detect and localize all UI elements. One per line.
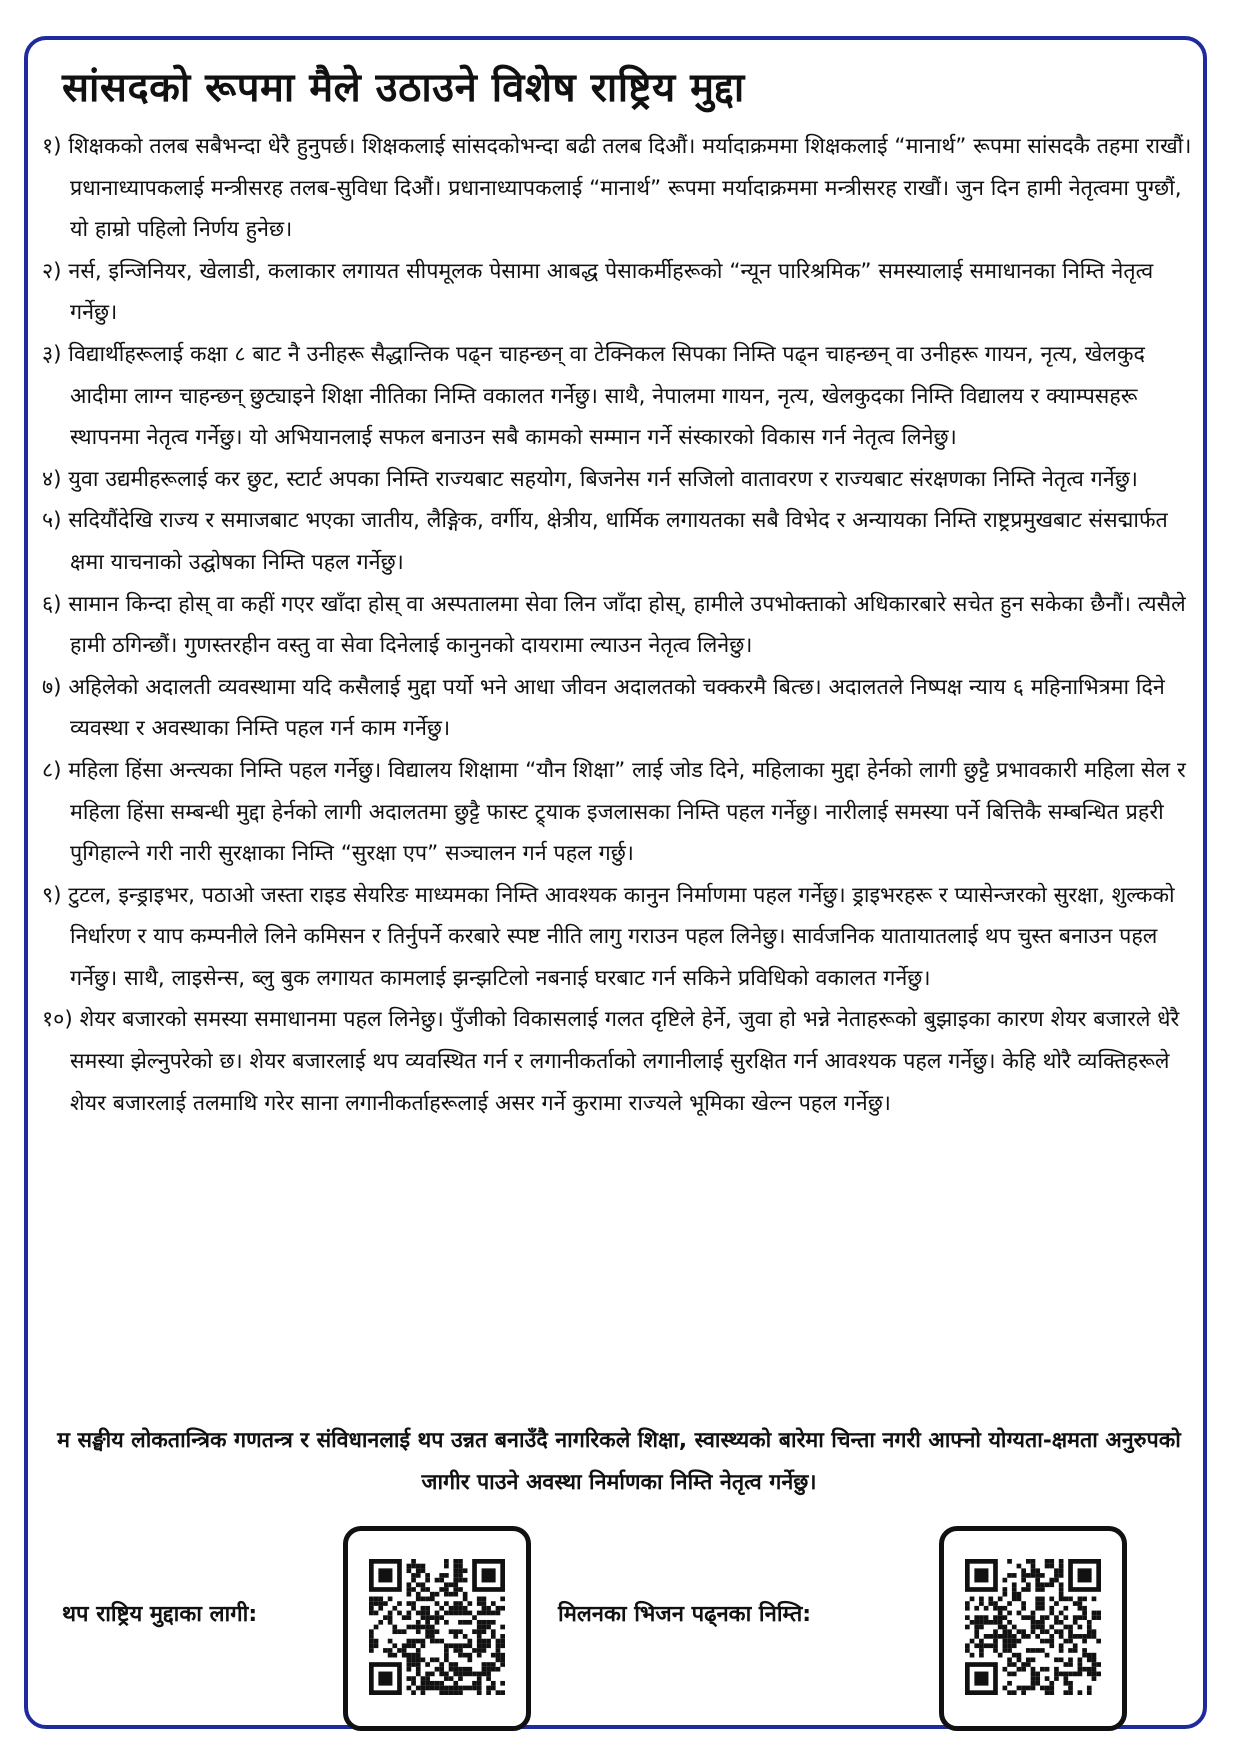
issues-list bbox=[42, 126, 1200, 1124]
issue-6: ६) सामान किन्दा होस् वा कहीं गएर खाँदा होस् वा अस्पतालमा सेवा लिन जाँदा होस्, हामीले उपभोक्ताको अधिकारबारे सचेत हुन सकेका छैनौं। त्यसैले हामी ठगिन्छौं। गुणस्तरहीन वस्तु वा सेवा दिनेलाई कानुनको दायरामा ल्याउन नेतृत्व लिनेछु। bbox=[42, 591, 1186, 659]
issue-7: ७) अहिलेको अदालती व्यवस्थामा यदि कसैलाई मुद्दा पर्यो भने आधा जीवन अदालतको चक्करमै बित्छ। अदालतले निष्पक्ष न्याय ६ महिनाभित्रमा दिने व्यवस्था र अवस्थाका निम्ति पहल गर्न काम गर्नेछु। bbox=[42, 674, 1165, 742]
closing-statement: म सङ्घीय लोकतान्त्रिक गणतन्त्र र संविधानलाई थप उन्नत बनाउँदै नागरिकले शिक्षा, स्वास्थ्यको बारेमा चिन्ता नगरी आफ्नो योग्यता-क्षमता अनुरुपको जागीर पाउने अवस्था निर्माणका निम्ति नेतृत्व गर्नेछु। bbox=[57, 1428, 1181, 1495]
qr-left-label: थप राष्ट्रिय मुद्दाका लागी: bbox=[62, 1602, 258, 1627]
qr-code-vision[interactable] bbox=[939, 1526, 1127, 1731]
page-title: सांसदको रूपमा मैले उठाउने विशेष राष्ट्रिय मुद्दा bbox=[62, 65, 745, 111]
issue-8: ८) महिला हिंसा अन्त्यका निम्ति पहल गर्नेछु। विद्यालय शिक्षामा “यौन शिक्षा” लाई जोड दिने, महिलाका मुद्दा हेर्नको लागी छुट्टै प्रभावकारी महिला सेल र महिला हिंसा सम्बन्धी मुद्दा हेर्नको लागी अदालतमा छुट्टै फास्ट ट्र्याक इजलासका निम्ति पहल गर्नेछु। नारीलाई समस्या पर्ने बित्तिकै सम्बन्धित प्रहरी पुगिहाल्ने गरी नारी सुरक्षाका निम्ति “सुरक्षा एप” सञ्चालन गर्न पहल गर्छु। bbox=[42, 757, 1186, 867]
issue-2: २) नर्स, इन्जिनियर, खेलाडी, कलाकार लगायत सीपमूलक पेसामा आबद्ध पेसाकर्मीहरूको “न्यून पारिश्रमिक” समस्यालाई समाधानका निम्ति नेतृत्व गर्नेछु। bbox=[42, 258, 1154, 326]
issue-9: ९) टुटल, इन्ड्राइभर, पठाओ जस्ता राइड सेयरिङ माध्यमका निम्ति आवश्यक कानुन निर्माणमा पहल गर्नेछु। ड्राइभरहरू र प्यासेन्जरको सुरक्षा, शुल्कको निर्धारण र याप कम्पनीले लिने कमिसन र तिर्नुपर्ने करबारे स्पष्ट नीति लागु गराउन पहल लिनेछु। सार्वजनिक यातायातलाई थप चुस्त बनाउन पहल गर्नेछु। साथै, लाइसेन्स, ब्लु बुक लगायत कामलाई झन्झटिलो नबनाई घरबाट गर्न सकिने प्रविधिको वकालत गर्नेछु। bbox=[42, 882, 1175, 991]
qr-code-icon bbox=[369, 1559, 505, 1695]
qr-code-issues[interactable] bbox=[343, 1526, 531, 1731]
issue-5: ५) सदियौंदेखि राज्य र समाजबाट भएका जातीय, लैङ्गिक, वर्गीय, क्षेत्रीय, धार्मिक लगायतका सबै विभेद र अन्यायका निम्ति राष्ट्रप्रमुखबाट संसद्मार्फत क्षमा याचनाको उद्घोषका निम्ति पहल गर्नेछु। bbox=[42, 508, 1168, 575]
issue-3: ३) विद्यार्थीहरूलाई कक्षा ८ बाट नै उनीहरू सैद्धान्तिक पढ्न चाहन्छन् वा टेक्निकल सिपका निम्ति पढ्न चाहन्छन् वा उनीहरू गायन, नृत्य, खेलकुद आदीमा लाग्न चाहन्छन् छुट्याइने शिक्षा नीतिका निम्ति वकालत गर्नेछु। साथै, नेपालमा गायन, नृत्य, खेलकुदका निम्ति विद्यालय र क्याम्पसहरू स्थापनमा नेतृत्व गर्नेछु। यो अभियानलाई सफल बनाउन सबै कामको सम्मान गर्ने संस्कारको विकास गर्न नेतृत्व लिनेछु। bbox=[42, 341, 1145, 451]
qr-right-label: मिलनका भिजन पढ्नका निम्ति: bbox=[558, 1602, 812, 1627]
issue-1: १) शिक्षकको तलब सबैभन्दा धेरै हुनुपर्छ। शिक्षकलाई सांसदकोभन्दा बढी तलब दिऔं। मर्यादाक्रममा शिक्षकलाई “मानार्थ” रूपमा सांसदकै तहमा राखौं। प्रधानाध्यापकलाई मन्त्रीसरह तलब-सुविधा दिऔं। प्रधानाध्यापकलाई “मानार्थ” रूपमा मर्यादाक्रममा मन्त्रीसरह राखौं। जुन दिन हामी नेतृत्वमा पुग्छौं, यो हाम्रो पहिलो निर्णय हुनेछ। bbox=[42, 134, 1192, 243]
issue-10: १०) शेयर बजारको समस्या समाधानमा पहल लिनेछु। पुँजीको विकासलाई गलत दृष्टिले हेर्ने, जुवा हो भन्ने नेताहरूको बुझाइका कारण शेयर बजारले धेरै समस्या झेल्नुपरेको छ। शेयर बजारलाई थप व्यवस्थित गर्न र लगानीकर्ताको लगानीलाई सुरक्षित गर्न आवश्यक पहल गर्नेछु। केहि थोरै व्यक्तिहरूले शेयर बजारलाई तलमाथि गरेर साना लगानीकर्ताहरूलाई असर गर्ने कुरामा राज्यले भूमिका खेल्न पहल गर्नेछु। bbox=[42, 1007, 1180, 1116]
issue-4: ४) युवा उद्यमीहरूलाई कर छुट, स्टार्ट अपका निम्ति राज्यबाट सहयोग, बिजनेस गर्न सजिलो वातावरण र राज्यबाट संरक्षणका निम्ति नेतृत्व गर्नेछु। bbox=[42, 466, 1138, 492]
qr-code-icon bbox=[965, 1559, 1101, 1695]
